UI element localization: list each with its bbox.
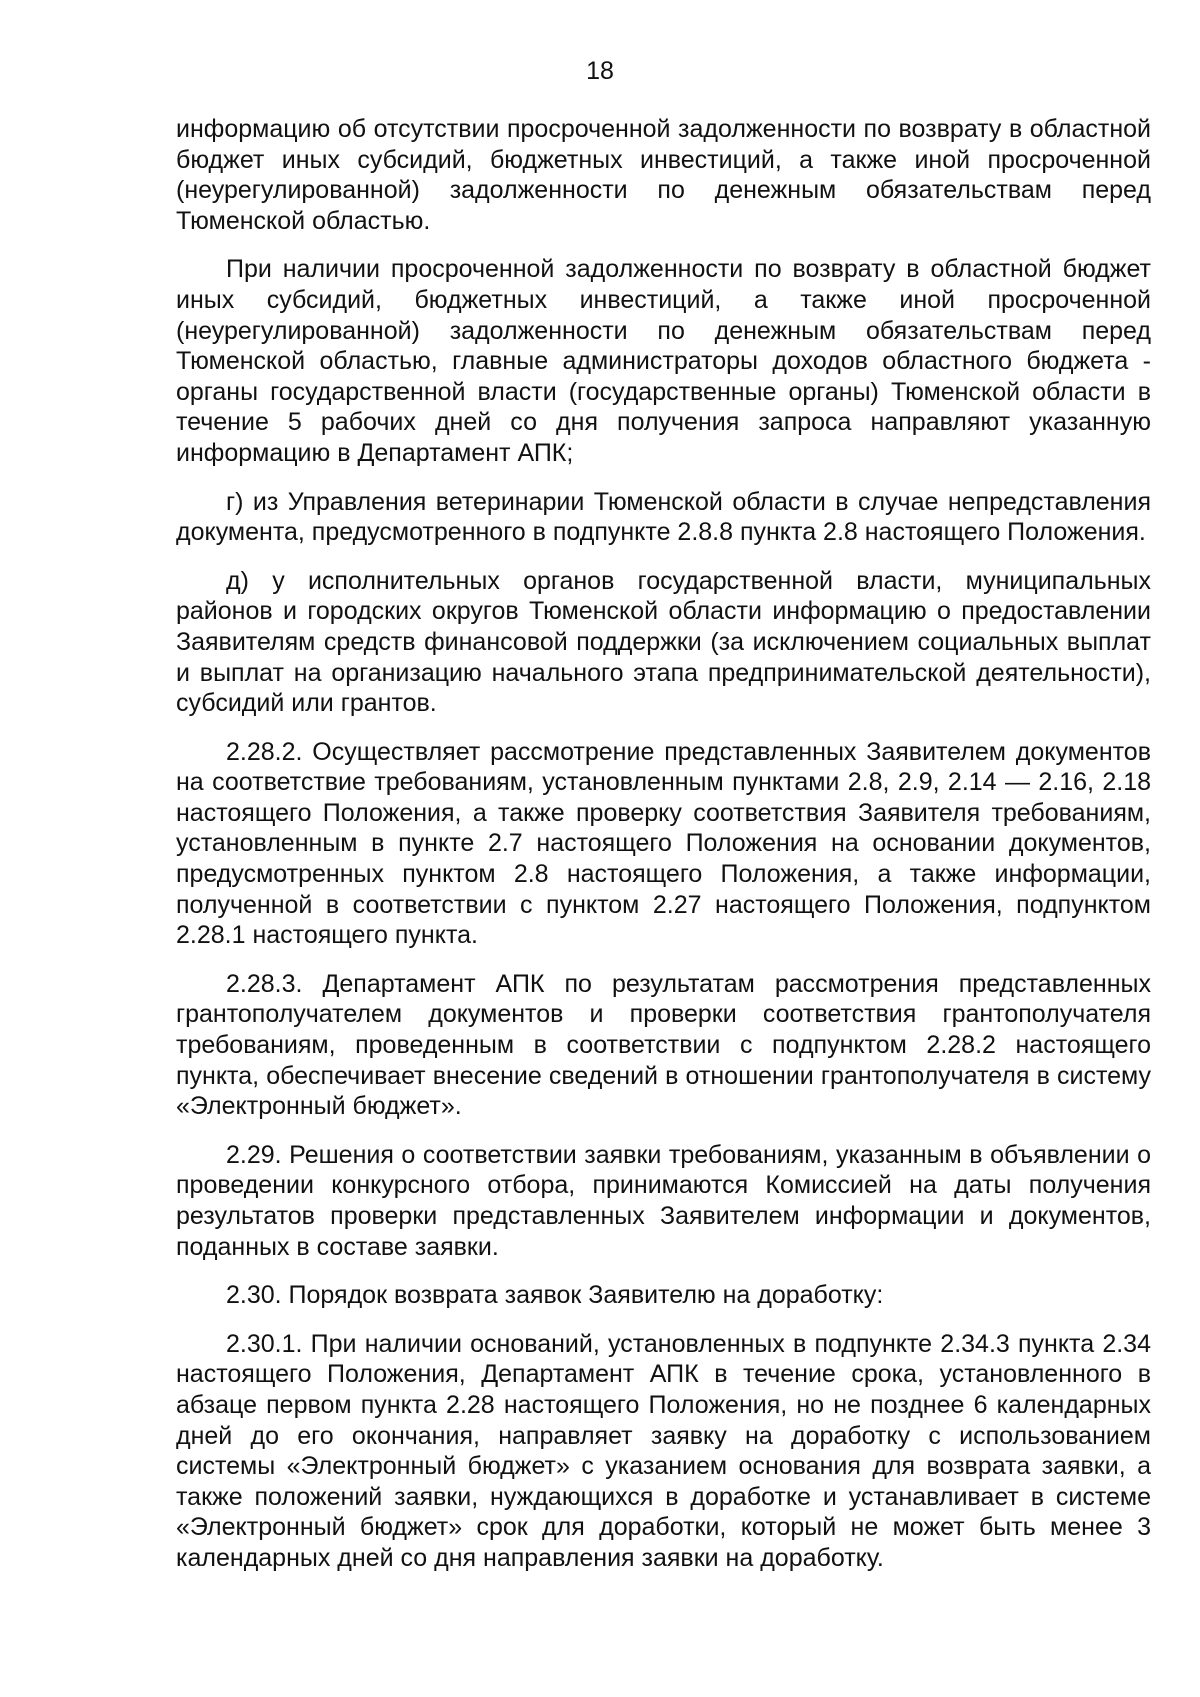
paragraph-subitem-d: д) у исполнительных органов государственной власти, муниципальных районов и городских округов Тюменской области информацию о предоставлении Заявителям средств финансовой поддержки (за исключением социальных выплат и выплат на организацию начального этапа предпринимательской деятельности), субсидий или грантов. bbox=[176, 566, 1151, 718]
paragraph-2-30: 2.30. Порядок возврата заявок Заявителю на доработку: bbox=[226, 1281, 884, 1310]
paragraph-overdue-debt-procedure: При наличии просроченной задолженности по возврату в областной бюджет иных субсидий, бюджетных инвестиций, а также иной просроченной (неурегулированной) задолженности по денежным обязательствам перед Тюменской областью, главные администраторы доходов областного бюджета - органы государственной власти (государственные органы) Тюменской области в течение 5 рабочих дней со дня получения запроса направляют указанную информацию в Департамент АПК; bbox=[176, 255, 1151, 467]
paragraph-overdue-debt-info: информацию об отсутствии просроченной задолженности по возврату в областной бюджет иных субсидий, бюджетных инвестиций, а также иной просроченной (неурегулированной) задолженности по денежным обязательствам перед Тюменской областью. bbox=[176, 115, 1151, 235]
paragraph-2-28-2: 2.28.2. Осуществляет рассмотрение представленных Заявителем документов на соответствие требованиям, установленным пунктами 2.8, 2.9, 2.14 — 2.16, 2.18 настоящего Положения, а также проверку соответствия Заявителя требованиям, установленным в пункте 2.7 настоящего Положения на основании документов, предусмотренных пунктом 2.8 настоящего Положения, а также информации, полученной в соответствии с пунктом 2.27 настоящего Положения, подпунктом 2.28.1 настоящего пункта. bbox=[176, 737, 1151, 950]
page-number: 18 bbox=[586, 57, 614, 85]
paragraph-2-30-1: 2.30.1. При наличии оснований, установленных в подпункте 2.34.3 пункта 2.34 настоящего Положения, Департамент АПК в течение срока, установленного в абзаце первом пункта 2.28 настоящего Положения, но не позднее 6 календарных дней до его окончания, направляет заявку на доработку с использованием системы «Электронный бюджет» с указанием основания для возврата заявки, а также положений заявки, нуждающихся в доработке и устанавливает в системе «Электронный бюджет» срок для доработки, который не может быть менее 3 календарных дней со дня направления заявки на доработку. bbox=[176, 1329, 1151, 1572]
paragraph-subitem-g: г) из Управления ветеринарии Тюменской области в случае непредставления документа, предусмотренного в подпункте 2.8.8 пункта 2.8 настоящего Положения. bbox=[176, 487, 1151, 547]
paragraph-2-29: 2.29. Решения о соответствии заявки требованиям, указанным в объявлении о проведении конкурсного отбора, принимаются Комиссией на даты получения результатов проверки представленных Заявителем информации и документов, поданных в составе заявки. bbox=[176, 1140, 1151, 1261]
document-body bbox=[176, 114, 1151, 1592]
paragraph-2-28-3: 2.28.3. Департамент АПК по результатам рассмотрения представленных грантополучателем документов и проверки соответствия грантополучателя требованиям, проведенным в соответствии с подпунктом 2.28.2 настоящего пункта, обеспечивает внесение сведений в отношении грантополучателя в систему «Электронный бюджет». bbox=[176, 969, 1151, 1121]
